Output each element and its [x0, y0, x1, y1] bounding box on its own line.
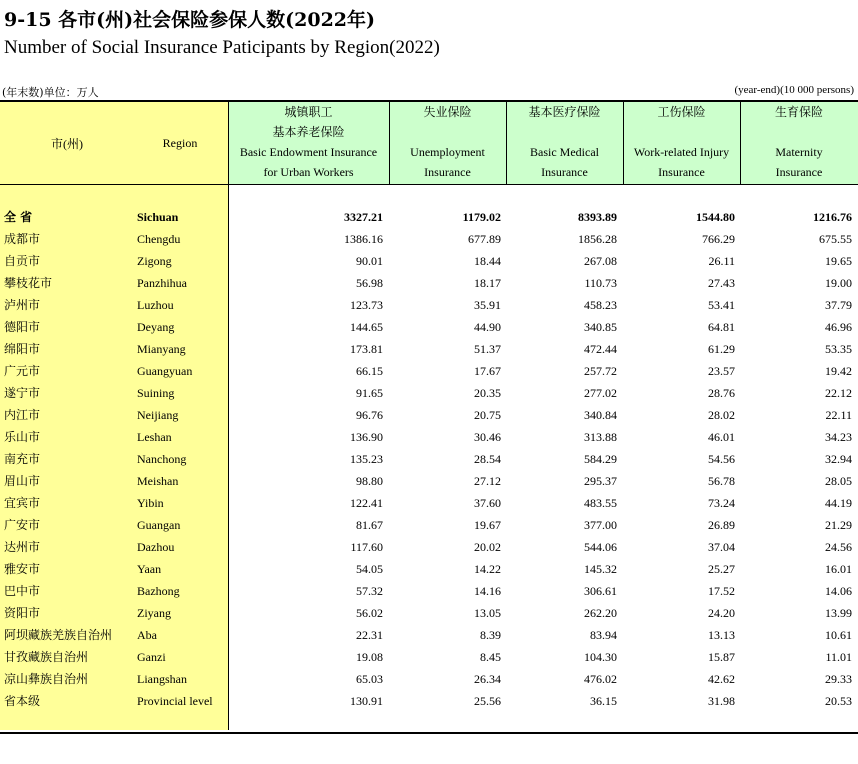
table-row — [0, 316, 858, 338]
injury-value: 13.13 — [708, 628, 735, 642]
table-row — [0, 470, 858, 492]
injury-value: 26.11 — [708, 254, 735, 268]
header-medical-cn: 基本医疗保险 — [528, 105, 601, 119]
medical-value: 544.06 — [584, 540, 617, 554]
header-endowment-cn-2: 基本养老保险 — [272, 125, 345, 139]
unemployment-value: 1179.02 — [462, 210, 501, 224]
maternity-value: 53.35 — [825, 342, 852, 356]
unemployment-value: 26.34 — [474, 672, 501, 686]
header-maternity-cn: 生育保险 — [774, 105, 823, 119]
maternity-value: 28.05 — [825, 474, 852, 488]
table-row — [0, 382, 858, 404]
header-maternity-en-1: Maternity — [775, 145, 823, 159]
unemployment-value: 28.54 — [474, 452, 501, 466]
region-cn: 内江市 — [4, 408, 41, 422]
region-en: Zigong — [137, 254, 172, 268]
region-en: Chengdu — [137, 232, 181, 246]
region-en: Suining — [137, 386, 175, 400]
injury-value: 56.78 — [708, 474, 735, 488]
maternity-value: 11.01 — [825, 650, 852, 664]
injury-value: 27.43 — [708, 276, 735, 290]
medical-value: 8393.89 — [578, 210, 617, 224]
header-region-en — [130, 102, 230, 184]
endowment-value: 56.98 — [356, 276, 383, 290]
region-en: Meishan — [137, 474, 179, 488]
header-injury-cn: 工伤保险 — [657, 105, 706, 119]
region-cn: 甘孜藏族自治州 — [4, 650, 89, 664]
region-cn: 雅安市 — [4, 562, 41, 576]
region-cn: 自贡市 — [4, 254, 41, 268]
table-row — [0, 404, 858, 426]
region-en: Guangyuan — [137, 364, 193, 378]
region-en: Aba — [137, 628, 157, 642]
medical-value: 340.84 — [584, 408, 617, 422]
unemployment-value: 14.16 — [474, 584, 501, 598]
injury-value: 73.24 — [708, 496, 735, 510]
maternity-value: 29.33 — [825, 672, 852, 686]
region-cn: 南充市 — [4, 452, 41, 466]
medical-value: 295.37 — [584, 474, 617, 488]
table-row — [0, 690, 858, 712]
injury-value: 1544.80 — [696, 210, 735, 224]
table-row — [0, 602, 858, 624]
region-cn: 宜宾市 — [4, 496, 41, 510]
unemployment-value: 51.37 — [474, 342, 501, 356]
injury-value: 31.98 — [708, 694, 735, 708]
maternity-value: 34.23 — [825, 430, 852, 444]
region-en: Deyang — [137, 320, 175, 334]
region-en: Bazhong — [137, 584, 180, 598]
maternity-value: 37.79 — [825, 298, 852, 312]
header-city-cn — [0, 102, 134, 184]
unemployment-value: 8.45 — [480, 650, 501, 664]
table-row — [0, 206, 858, 228]
injury-value: 64.81 — [708, 320, 735, 334]
header-injury — [623, 102, 740, 184]
header-divider — [0, 184, 858, 185]
endowment-value: 173.81 — [350, 342, 383, 356]
unemployment-value: 30.46 — [474, 430, 501, 444]
page-title-en: Number of Social Insurance Paticipants by Region(2022) — [4, 37, 440, 58]
unemployment-value: 37.60 — [474, 496, 501, 510]
region-cn: 攀枝花市 — [4, 276, 53, 290]
table-row — [0, 272, 858, 294]
region-cn: 绵阳市 — [4, 342, 41, 356]
region-en: Leshan — [137, 430, 172, 444]
unemployment-value: 677.89 — [468, 232, 501, 246]
table-row — [0, 558, 858, 580]
endowment-value: 1386.16 — [344, 232, 383, 246]
medical-value: 277.02 — [584, 386, 617, 400]
region-en: Luzhou — [137, 298, 174, 312]
region-cn: 眉山市 — [4, 474, 41, 488]
maternity-value: 32.94 — [825, 452, 852, 466]
maternity-value: 22.11 — [825, 408, 852, 422]
medical-value: 340.85 — [584, 320, 617, 334]
medical-value: 584.29 — [584, 452, 617, 466]
medical-value: 472.44 — [584, 342, 617, 356]
injury-value: 24.20 — [708, 606, 735, 620]
region-cn: 泸州市 — [4, 298, 41, 312]
region-en: Dazhou — [137, 540, 175, 554]
maternity-value: 19.42 — [825, 364, 852, 378]
maternity-value: 19.00 — [825, 276, 852, 290]
region-cn: 广安市 — [4, 518, 41, 532]
unemployment-value: 20.75 — [474, 408, 501, 422]
region-cn: 成都市 — [4, 232, 41, 246]
medical-value: 476.02 — [584, 672, 617, 686]
table-row — [0, 250, 858, 272]
injury-value: 766.29 — [702, 232, 735, 246]
maternity-value: 675.55 — [819, 232, 852, 246]
table-row — [0, 646, 858, 668]
injury-value: 26.89 — [708, 518, 735, 532]
unemployment-value: 20.35 — [474, 386, 501, 400]
region-cn: 阿坝藏族羌族自治州 — [4, 628, 113, 642]
medical-value: 377.00 — [584, 518, 617, 532]
region-en: Guangan — [137, 518, 181, 532]
header-endowment — [228, 102, 389, 184]
maternity-value: 24.56 — [825, 540, 852, 554]
region-cn: 广元市 — [4, 364, 41, 378]
endowment-value: 96.76 — [356, 408, 383, 422]
medical-value: 257.72 — [584, 364, 617, 378]
maternity-value: 19.65 — [825, 254, 852, 268]
header-injury-en-1: Work-related Injury — [633, 145, 730, 159]
medical-value: 267.08 — [584, 254, 617, 268]
endowment-value: 117.60 — [350, 540, 383, 554]
injury-value: 15.87 — [708, 650, 735, 664]
region-en: Nanchong — [137, 452, 187, 466]
header-endowment-en-1: Basic Endowment Insurance — [239, 145, 378, 159]
table-row — [0, 624, 858, 646]
maternity-value: 16.01 — [825, 562, 852, 576]
unemployment-value: 18.17 — [474, 276, 501, 290]
maternity-value: 13.99 — [825, 606, 852, 620]
region-en: Yibin — [137, 496, 164, 510]
table-row — [0, 294, 858, 316]
unemployment-value: 27.12 — [474, 474, 501, 488]
table-row — [0, 426, 858, 448]
endowment-value: 22.31 — [356, 628, 383, 642]
unemployment-value: 25.56 — [474, 694, 501, 708]
medical-value: 36.15 — [590, 694, 617, 708]
injury-value: 23.57 — [708, 364, 735, 378]
injury-value: 46.01 — [708, 430, 735, 444]
maternity-value: 1216.76 — [813, 210, 852, 224]
header-endowment-en-2: for Urban Workers — [263, 165, 354, 179]
table-row — [0, 668, 858, 690]
injury-value: 25.27 — [708, 562, 735, 576]
region-cn: 凉山彝族自治州 — [4, 672, 89, 686]
endowment-value: 81.67 — [356, 518, 383, 532]
table-row — [0, 536, 858, 558]
maternity-value: 14.06 — [825, 584, 852, 598]
endowment-value: 57.32 — [356, 584, 383, 598]
endowment-value: 90.01 — [356, 254, 383, 268]
header-city-cn-label: 市(州) — [51, 136, 83, 151]
endowment-value: 19.08 — [356, 650, 383, 664]
table-row — [0, 360, 858, 382]
medical-value: 110.73 — [584, 276, 617, 290]
endowment-value: 3327.21 — [344, 210, 383, 224]
unit-label-cn: (年末数)单位：万人 — [2, 86, 99, 99]
endowment-value: 65.03 — [356, 672, 383, 686]
endowment-value: 122.41 — [350, 496, 383, 510]
injury-value: 17.52 — [708, 584, 735, 598]
unemployment-value: 13.05 — [474, 606, 501, 620]
page-title-cn: 9-15 各市(州)社会保险参保人数(2022年) — [4, 9, 376, 31]
endowment-value: 54.05 — [356, 562, 383, 576]
endowment-value: 144.65 — [350, 320, 383, 334]
injury-value: 37.04 — [708, 540, 735, 554]
table-row — [0, 580, 858, 602]
header-unemployment — [389, 102, 506, 184]
header-unemployment-cn: 失业保险 — [423, 105, 472, 119]
region-cn: 遂宁市 — [4, 386, 41, 400]
region-cn: 德阳市 — [4, 320, 41, 334]
table-row — [0, 228, 858, 250]
unemployment-value: 18.44 — [474, 254, 501, 268]
injury-value: 61.29 — [708, 342, 735, 356]
header-medical — [506, 102, 623, 184]
region-cn: 乐山市 — [4, 430, 41, 444]
table-row — [0, 514, 858, 536]
endowment-value: 123.73 — [350, 298, 383, 312]
region-en: Ganzi — [137, 650, 166, 664]
unemployment-value: 14.22 — [474, 562, 501, 576]
endowment-value: 98.80 — [356, 474, 383, 488]
header-maternity-en-2: Insurance — [775, 165, 823, 179]
medical-value: 262.20 — [584, 606, 617, 620]
endowment-value: 66.15 — [356, 364, 383, 378]
injury-value: 28.76 — [708, 386, 735, 400]
medical-value: 483.55 — [584, 496, 617, 510]
medical-value: 1856.28 — [578, 232, 617, 246]
maternity-value: 22.12 — [825, 386, 852, 400]
unemployment-value: 35.91 — [474, 298, 501, 312]
injury-value: 42.62 — [708, 672, 735, 686]
injury-value: 54.56 — [708, 452, 735, 466]
medical-value: 145.32 — [584, 562, 617, 576]
injury-value: 53.41 — [708, 298, 735, 312]
region-cn: 达州市 — [4, 540, 41, 554]
header-endowment-cn-1: 城镇职工 — [284, 105, 333, 119]
region-en: Ziyang — [137, 606, 171, 620]
maternity-value: 46.96 — [825, 320, 852, 334]
maternity-value: 44.19 — [825, 496, 852, 510]
maternity-value: 21.29 — [825, 518, 852, 532]
region-cn: 资阳市 — [4, 606, 41, 620]
unemployment-value: 8.39 — [480, 628, 501, 642]
header-unemployment-en-1: Unemployment — [410, 145, 485, 159]
header-region-en-label: Region — [162, 135, 198, 150]
injury-value: 28.02 — [708, 408, 735, 422]
endowment-value: 130.91 — [350, 694, 383, 708]
medical-value: 458.23 — [584, 298, 617, 312]
region-cn: 全 省 — [4, 210, 33, 224]
data-table — [0, 100, 858, 734]
table-row — [0, 492, 858, 514]
medical-value: 104.30 — [584, 650, 617, 664]
header-medical-en-2: Insurance — [541, 165, 588, 179]
maternity-value: 10.61 — [825, 628, 852, 642]
region-en: Panzhihua — [137, 276, 187, 290]
region-en: Sichuan — [137, 210, 179, 224]
region-en: Neijiang — [137, 408, 179, 422]
unemployment-value: 20.02 — [474, 540, 501, 554]
table-row — [0, 448, 858, 470]
unit-label-en: (year-end)(10 000 persons) — [734, 84, 854, 96]
table-row — [0, 338, 858, 360]
region-en: Provincial level — [137, 694, 213, 708]
endowment-value: 136.90 — [350, 430, 383, 444]
header-maternity — [740, 102, 858, 184]
header-injury-en-2: Insurance — [658, 165, 705, 179]
region-cn: 巴中市 — [4, 584, 41, 598]
endowment-value: 56.02 — [356, 606, 383, 620]
region-en: Liangshan — [137, 672, 187, 686]
header-medical-en-1: Basic Medical — [530, 145, 599, 159]
region-en: Mianyang — [137, 342, 186, 356]
region-cn: 省本级 — [4, 694, 41, 708]
region-en: Yaan — [137, 562, 162, 576]
endowment-value: 135.23 — [350, 452, 383, 466]
header-unemployment-en-2: Insurance — [424, 165, 471, 179]
medical-value: 83.94 — [590, 628, 617, 642]
unemployment-value: 19.67 — [474, 518, 501, 532]
medical-value: 306.61 — [584, 584, 617, 598]
medical-value: 313.88 — [584, 430, 617, 444]
maternity-value: 20.53 — [825, 694, 852, 708]
unemployment-value: 44.90 — [474, 320, 501, 334]
unemployment-value: 17.67 — [474, 364, 501, 378]
endowment-value: 91.65 — [356, 386, 383, 400]
